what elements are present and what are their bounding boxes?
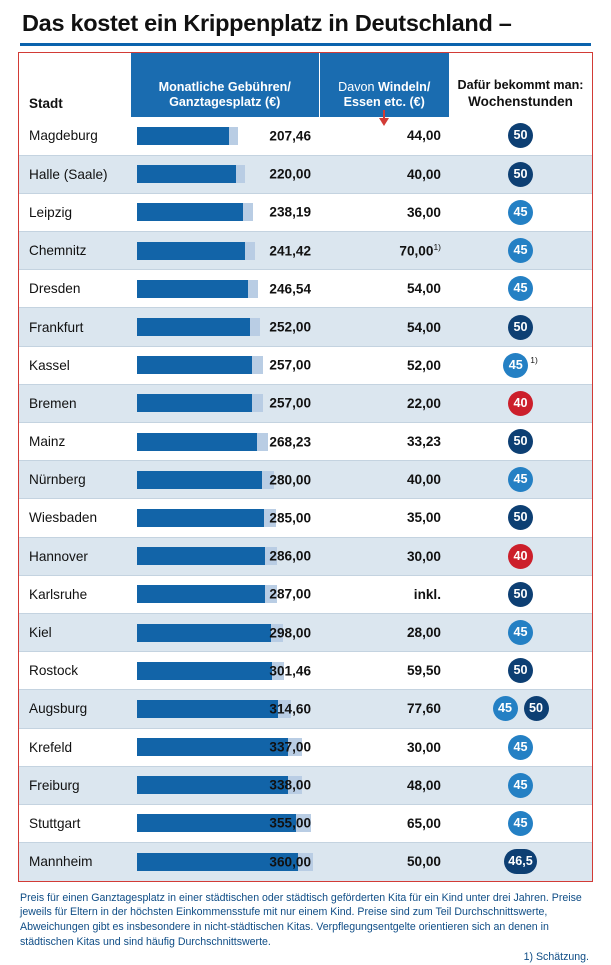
- table-row: [19, 804, 592, 842]
- fee-cell: [131, 728, 319, 766]
- weekly-hours-cell: [449, 461, 592, 499]
- extra-cost-value: 59,50: [319, 652, 449, 690]
- fee-value: 280,00: [269, 472, 311, 488]
- bar-segment-fee: [137, 318, 250, 336]
- fee-cell: [131, 117, 319, 155]
- footnote-source: 1) Schätzung.: [523, 951, 589, 964]
- hours-badge: 50: [524, 696, 549, 721]
- fee-cell: [131, 346, 319, 384]
- fee-cell: [131, 423, 319, 461]
- weekly-hours-cell: [449, 652, 592, 690]
- fee-value: 246,54: [269, 281, 311, 297]
- fee-value: 285,00: [269, 510, 311, 526]
- column-header-fee: [131, 53, 319, 117]
- city-name: Chemnitz: [19, 232, 131, 270]
- bar-segment-fee: [137, 203, 243, 221]
- bar-segment-fee: [137, 433, 257, 451]
- weekly-hours-cell: [449, 766, 592, 804]
- bar-segment-extra: [229, 127, 238, 145]
- city-name: Mannheim: [29, 854, 93, 870]
- city-name: Kassel: [19, 346, 131, 384]
- city-name: Stuttgart: [19, 804, 131, 842]
- column-header-extra-line2: Essen etc. (€): [343, 95, 425, 110]
- footnote-marker: 1): [433, 242, 441, 253]
- table-row: [19, 117, 592, 155]
- bar-segment-fee: [137, 127, 229, 145]
- table-row: [19, 575, 592, 613]
- extra-cost-value: 50,00: [406, 854, 441, 870]
- fee-cell: [131, 193, 319, 231]
- table-row: [19, 384, 592, 422]
- weekly-hours-cell: [449, 537, 592, 575]
- table-row: [19, 308, 592, 346]
- fee-cell: [131, 766, 319, 804]
- fee-value: 257,00: [269, 357, 311, 373]
- column-header-city: Stadt: [19, 53, 131, 117]
- table-row: [19, 270, 592, 308]
- city-name: Freiburg: [19, 766, 131, 804]
- bar-segment-extra: [257, 433, 268, 451]
- fee-cell: [131, 270, 319, 308]
- extra-cost-value: 54,00: [319, 308, 449, 346]
- fee-cell: [131, 690, 319, 728]
- weekly-hours-cell: [449, 193, 592, 231]
- extra-cost-value: 35,00: [319, 499, 449, 537]
- hours-badge: 45: [508, 200, 533, 225]
- kita-cost-table: [19, 53, 592, 881]
- fee-value: 238,19: [269, 204, 311, 220]
- extra-cost-value: 40,00: [319, 461, 449, 499]
- bar-segment-extra: [236, 165, 245, 183]
- fee-value: 360,00: [269, 854, 311, 870]
- weekly-hours-cell: [449, 423, 592, 461]
- bar-segment-fee: [137, 547, 265, 565]
- fee-value: 207,46: [269, 128, 311, 144]
- table-header: [19, 53, 592, 117]
- weekly-hours-cell: [449, 155, 592, 193]
- extra-cost-value: 44,00: [319, 117, 449, 155]
- column-header-extra-line1: Windeln/: [378, 79, 431, 94]
- hours-badge: 45: [508, 467, 533, 492]
- hours-badge: 50: [508, 429, 533, 454]
- bar-segment-extra: [248, 280, 258, 298]
- fee-value: 257,00: [269, 395, 311, 411]
- weekly-hours-cell: [449, 499, 592, 537]
- extra-cost-value: 70,00$^{1)}$: [319, 232, 449, 270]
- bar-segment-fee: [137, 776, 288, 794]
- extra-cost-value: 30,00: [319, 728, 449, 766]
- hours-badge: 45: [508, 773, 533, 798]
- city-name: Mainz: [19, 423, 131, 461]
- table-row: [19, 652, 592, 690]
- bar-segment-extra: [243, 203, 253, 221]
- data-table-container: [18, 52, 593, 882]
- bar-segment-extra: [245, 242, 255, 260]
- bar-segment-fee: [137, 509, 264, 527]
- fee-cell: [131, 804, 319, 842]
- city-name: Frankfurt: [19, 308, 131, 346]
- bar-segment-fee: [137, 394, 252, 412]
- hours-badge: 40: [508, 391, 533, 416]
- fee-value: 287,00: [269, 586, 311, 602]
- city-name: Leipzig: [19, 193, 131, 231]
- extra-cost-value: 36,00: [319, 193, 449, 231]
- table-row: [19, 499, 592, 537]
- table-row: [19, 155, 592, 193]
- fee-cell: [131, 499, 319, 537]
- hours-badge: 45: [508, 811, 533, 836]
- column-header-hours-line2: Wochenstunden: [468, 94, 573, 110]
- fee-cell: [131, 308, 319, 346]
- extra-cost-value: 48,00: [319, 766, 449, 804]
- fee-cell: [131, 613, 319, 651]
- city-name: Karlsruhe: [19, 575, 131, 613]
- weekly-hours-cell: [449, 690, 592, 728]
- footnote-marker: 1): [530, 355, 538, 366]
- weekly-hours-cell: [449, 308, 592, 346]
- city-name: Bremen: [19, 384, 131, 422]
- city-name: Hannover: [19, 537, 131, 575]
- bar-segment-fee: [137, 471, 262, 489]
- table-row: [19, 193, 592, 231]
- extra-cost-value: 28,00: [319, 613, 449, 651]
- fee-cell: [131, 384, 319, 422]
- bar-segment-fee: [137, 280, 248, 298]
- extra-cost-value: 30,00: [319, 537, 449, 575]
- table-row: [19, 461, 592, 499]
- weekly-hours-cell: [449, 117, 592, 155]
- weekly-hours-cell: [449, 270, 592, 308]
- column-header-hours-line1: Dafür bekommt man:: [457, 78, 584, 93]
- city-name: Kiel: [19, 613, 131, 651]
- city-name: Magdeburg: [19, 117, 131, 155]
- fee-cell: [131, 652, 319, 690]
- bar-segment-extra: [250, 318, 260, 336]
- table-row: [19, 690, 592, 728]
- fee-value: 298,00: [269, 625, 311, 641]
- footnote-text: Preis für einen Ganztagesplatz in einer städtischen oder städtisch geförderten Kita für ein Kind unter drei Jahren. Preise jeweils für Eltern in der höchsten Einkommensstufe mit nur einem Kind. Preise sind zum Teil Durchschnittswerte, Abweichungen gibt es insbesondere in nicht-städtischen Kitas. Verpflegungsentgelte orientieren sich an denen in städtischen Kitas und sind häufig Durchschnittswerte.: [20, 891, 582, 948]
- fee-value: 301,46: [269, 663, 311, 679]
- city-name: Rostock: [19, 652, 131, 690]
- bar-segment-fee: [137, 624, 271, 642]
- fee-value: 241,42: [269, 243, 311, 259]
- bar-segment-fee: [137, 585, 265, 603]
- fee-cell: [131, 575, 319, 613]
- bar-segment-extra: [252, 356, 263, 374]
- hours-badge: 45: [493, 696, 518, 721]
- hours-badge: 45: [508, 735, 533, 760]
- hours-badge: 50: [508, 123, 533, 148]
- weekly-hours-cell: [449, 346, 592, 384]
- bar-segment-fee: [137, 165, 236, 183]
- table-row: [19, 843, 592, 881]
- bar-segment-fee: [137, 738, 288, 756]
- city-name: Krefeld: [19, 728, 131, 766]
- weekly-hours-cell: [449, 384, 592, 422]
- table-row: [19, 346, 592, 384]
- bar-segment-extra: [252, 394, 263, 412]
- fee-value: 355,00: [269, 815, 311, 831]
- fee-cell: [131, 461, 319, 499]
- city-name: Augsburg: [19, 690, 131, 728]
- fee-value: 337,00: [269, 739, 311, 755]
- table-row: [19, 728, 592, 766]
- column-header-extra-prefix: Davon: [338, 79, 379, 94]
- weekly-hours-cell: [449, 804, 592, 842]
- extra-cost-value: 77,60: [319, 690, 449, 728]
- extra-cost-value: 22,00: [319, 384, 449, 422]
- city-name: Halle (Saale): [19, 155, 131, 193]
- hours-badge: 46,5: [504, 849, 537, 874]
- hours-badge: 50: [508, 315, 533, 340]
- column-header-hours: [449, 53, 592, 117]
- table-row: [19, 766, 592, 804]
- fee-cell: [131, 537, 319, 575]
- city-name: Nürnberg: [19, 461, 131, 499]
- fee-value: 338,00: [269, 777, 311, 793]
- hours-badge: 50: [508, 162, 533, 187]
- hours-badge: 45: [508, 238, 533, 263]
- hours-badge: 50: [508, 658, 533, 683]
- title-divider: [20, 43, 591, 46]
- extra-cost-value: 54,00: [319, 270, 449, 308]
- hours-badge: 50: [508, 505, 533, 530]
- column-header-fee-line1: Monatliche Gebühren/: [158, 79, 291, 94]
- weekly-hours-cell: [449, 232, 592, 270]
- weekly-hours-cell: [449, 575, 592, 613]
- bar-segment-fee: [137, 356, 252, 374]
- column-header-fee-line2: Ganztagesplatz (€): [169, 95, 281, 110]
- page-title: Das kostet ein Krippenplatz in Deutschland –: [22, 10, 512, 36]
- table-row: [19, 537, 592, 575]
- bar-segment-fee: [137, 700, 278, 718]
- extra-cost-value: 33,23: [319, 423, 449, 461]
- hours-badge: 45: [508, 276, 533, 301]
- weekly-hours-cell: [449, 843, 592, 881]
- fee-value: 286,00: [269, 548, 311, 564]
- bar-segment-fee: [137, 242, 245, 260]
- fee-value: 268,23: [269, 434, 311, 450]
- table-row: [19, 423, 592, 461]
- extra-cost-value: 52,00: [319, 346, 449, 384]
- extra-cost-value: inkl.: [319, 575, 449, 613]
- hours-badge: 40: [508, 544, 533, 569]
- table-row: [19, 613, 592, 651]
- fee-value: 220,00: [269, 166, 311, 182]
- column-header-extra: [319, 53, 449, 117]
- city-name: Wiesbaden: [19, 499, 131, 537]
- extra-cost-value: 65,00: [319, 804, 449, 842]
- hours-badge: 50: [508, 582, 533, 607]
- bar-segment-fee: [137, 662, 272, 680]
- table-row: [19, 232, 592, 270]
- weekly-hours-cell: [449, 728, 592, 766]
- fee-cell: [131, 232, 319, 270]
- fee-cell: [131, 843, 319, 881]
- extra-cost-value: 40,00: [319, 155, 449, 193]
- city-name: Dresden: [19, 270, 131, 308]
- hours-badge: 45: [508, 620, 533, 645]
- table-body: [19, 117, 592, 881]
- weekly-hours-cell: [449, 613, 592, 651]
- fee-value: 252,00: [269, 319, 311, 335]
- fee-cell: [131, 155, 319, 193]
- fee-value: 314,60: [269, 701, 311, 717]
- hours-badge: 45: [503, 353, 528, 378]
